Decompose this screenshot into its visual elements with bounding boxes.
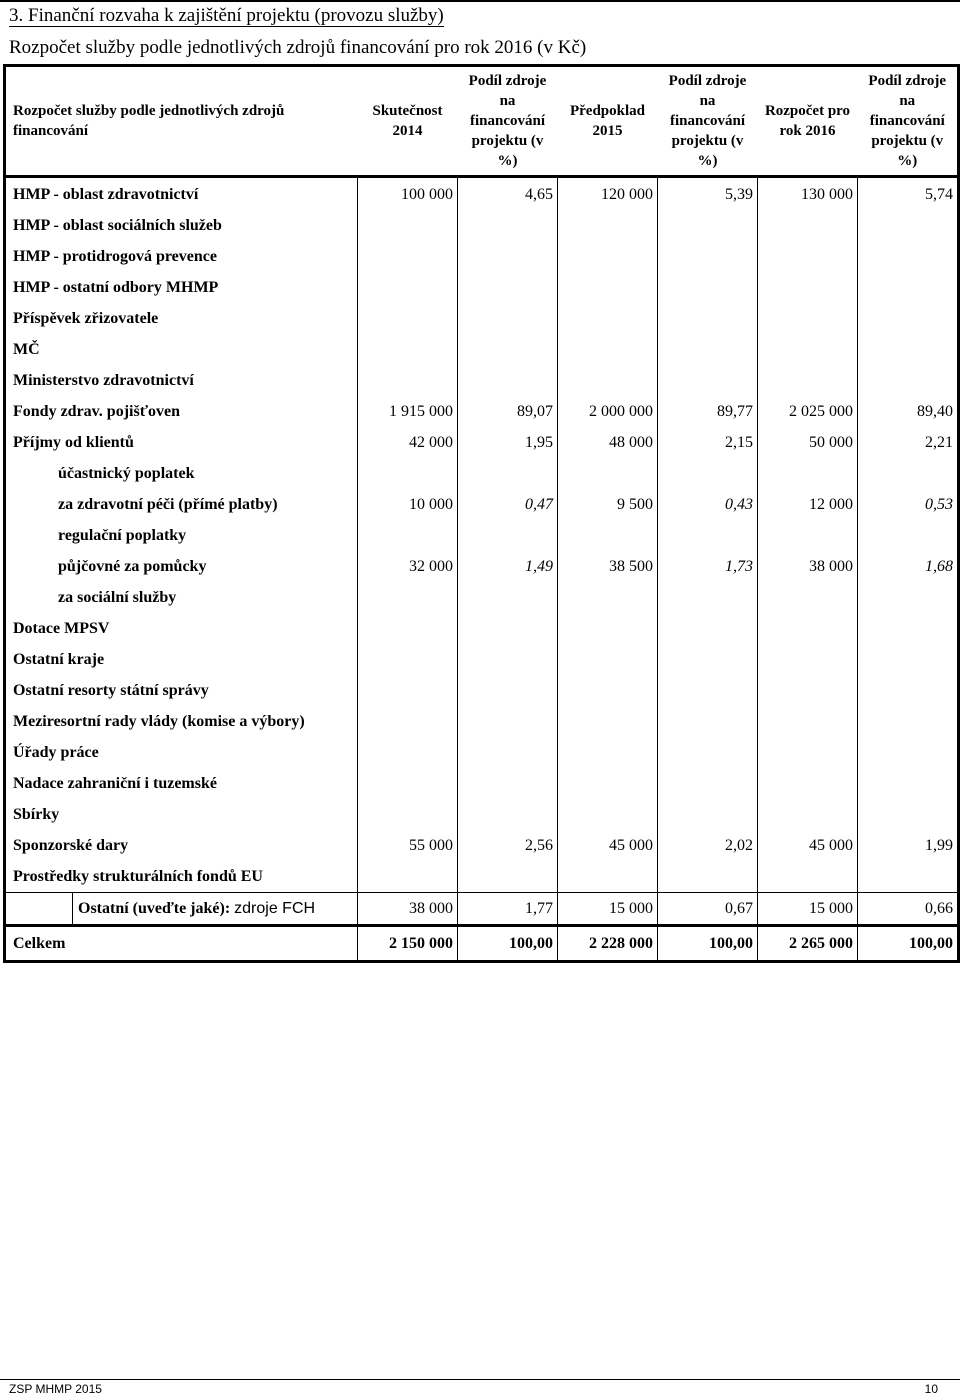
cell-value bbox=[758, 520, 858, 551]
cell-value bbox=[858, 241, 959, 272]
cell-value bbox=[558, 582, 658, 613]
table-row bbox=[5, 799, 959, 830]
cell-value: 89,40 bbox=[858, 396, 959, 427]
row-label: Sbírky bbox=[13, 806, 60, 823]
row-label: Dotace MPSV bbox=[13, 620, 110, 637]
cell-value bbox=[458, 644, 558, 675]
header-share-2014: Podíl zdroje na financování projektu (v %) bbox=[458, 66, 558, 177]
table-row bbox=[5, 737, 959, 768]
table-row bbox=[5, 706, 959, 737]
cell-value: 120 000 bbox=[558, 177, 658, 211]
cell-value bbox=[358, 675, 458, 706]
cell-value bbox=[758, 737, 858, 768]
cell-value: 2 150 000 bbox=[358, 926, 458, 962]
cell-value: 89,07 bbox=[458, 396, 558, 427]
cell-value: 2 228 000 bbox=[558, 926, 658, 962]
row-label: za sociální služby bbox=[58, 589, 177, 606]
cell-value bbox=[358, 644, 458, 675]
cell-value bbox=[358, 334, 458, 365]
header-label: Rozpočet služby podle jednotlivých zdrojů financování bbox=[5, 66, 358, 177]
header-forecast-2015: Předpoklad 2015 bbox=[558, 66, 658, 177]
cell-value bbox=[758, 272, 858, 303]
cell-value: 50 000 bbox=[758, 427, 858, 458]
cell-value: 2,21 bbox=[858, 427, 959, 458]
table-row bbox=[5, 303, 959, 334]
cell-value: 55 000 bbox=[358, 830, 458, 861]
table-row bbox=[5, 830, 959, 861]
cell-value bbox=[658, 334, 758, 365]
cell-value bbox=[558, 334, 658, 365]
table-row bbox=[5, 458, 959, 489]
header-budget-2016: Rozpočet pro rok 2016 bbox=[758, 66, 858, 177]
cell-value: 5,39 bbox=[658, 177, 758, 211]
cell-value bbox=[358, 365, 458, 396]
table-row bbox=[5, 861, 959, 893]
header-row bbox=[5, 66, 959, 177]
table-row bbox=[5, 551, 959, 582]
cell-value bbox=[558, 210, 658, 241]
table-row bbox=[5, 675, 959, 706]
cell-value bbox=[358, 706, 458, 737]
cell-value: 0,47 bbox=[458, 489, 558, 520]
cell-value: 100,00 bbox=[858, 926, 959, 962]
section-title: 3. Finanční rozvaha k zajištění projektu (provozu služby) bbox=[9, 5, 444, 26]
cell-value bbox=[758, 675, 858, 706]
cell-value: 10 000 bbox=[358, 489, 458, 520]
cell-value bbox=[458, 706, 558, 737]
row-label: Příjmy od klientů bbox=[13, 434, 134, 451]
cell-value: 100,00 bbox=[658, 926, 758, 962]
cell-value bbox=[658, 644, 758, 675]
table-row bbox=[5, 489, 959, 520]
cell-value bbox=[458, 210, 558, 241]
cell-value bbox=[358, 799, 458, 830]
row-label: MČ bbox=[13, 341, 40, 358]
cell-value bbox=[758, 334, 858, 365]
cell-value bbox=[558, 861, 658, 893]
cell-value bbox=[658, 303, 758, 334]
cell-value bbox=[658, 520, 758, 551]
cell-value bbox=[658, 458, 758, 489]
row-label: HMP - protidrogová prevence bbox=[13, 248, 217, 265]
table-row bbox=[5, 582, 959, 613]
cell-value bbox=[458, 768, 558, 799]
cell-value: 0,53 bbox=[858, 489, 959, 520]
cell-value: 130 000 bbox=[758, 177, 858, 211]
row-label: Nadace zahraniční i tuzemské bbox=[13, 775, 217, 792]
cell-value: 5,74 bbox=[858, 177, 959, 211]
cell-value: 38 000 bbox=[358, 893, 458, 926]
cell-value bbox=[858, 334, 959, 365]
cell-value bbox=[858, 365, 959, 396]
cell-value: 100,00 bbox=[458, 926, 558, 962]
cell-value: 1 915 000 bbox=[358, 396, 458, 427]
cell-value bbox=[458, 675, 558, 706]
cell-value bbox=[358, 458, 458, 489]
cell-value bbox=[558, 737, 658, 768]
cell-value: 1,68 bbox=[858, 551, 959, 582]
cell-value bbox=[758, 303, 858, 334]
cell-value: 2,02 bbox=[658, 830, 758, 861]
top-rule bbox=[0, 0, 960, 2]
cell-value bbox=[658, 768, 758, 799]
cell-value bbox=[558, 272, 658, 303]
row-label: HMP - oblast zdravotnictví bbox=[13, 185, 199, 203]
cell-value: 45 000 bbox=[558, 830, 658, 861]
row-label: Ostatní kraje bbox=[13, 651, 105, 668]
other-indent bbox=[5, 893, 358, 926]
cell-value bbox=[458, 613, 558, 644]
row-label: Ostatní resorty státní správy bbox=[13, 682, 209, 699]
cell-value: 15 000 bbox=[758, 893, 858, 926]
cell-value: 2 265 000 bbox=[758, 926, 858, 962]
total-label: Celkem bbox=[5, 926, 358, 962]
table-row bbox=[5, 365, 959, 396]
cell-value bbox=[558, 675, 658, 706]
table-row bbox=[5, 177, 959, 211]
cell-value bbox=[758, 644, 858, 675]
cell-value bbox=[358, 520, 458, 551]
footer-rule bbox=[0, 1379, 960, 1380]
cell-value: 1,99 bbox=[858, 830, 959, 861]
cell-value: 12 000 bbox=[758, 489, 858, 520]
row-label: HMP - oblast sociálních služeb bbox=[13, 217, 222, 234]
cell-value bbox=[458, 272, 558, 303]
cell-value: 1,77 bbox=[458, 893, 558, 926]
cell-value bbox=[758, 210, 858, 241]
cell-value bbox=[758, 706, 858, 737]
cell-value bbox=[458, 365, 558, 396]
row-label: Ministerstvo zdravotnictví bbox=[13, 372, 194, 389]
cell-value bbox=[358, 861, 458, 893]
row-label: Příspěvek zřizovatele bbox=[13, 310, 159, 327]
cell-value bbox=[358, 768, 458, 799]
cell-value bbox=[558, 458, 658, 489]
cell-value bbox=[558, 768, 658, 799]
cell-value bbox=[858, 675, 959, 706]
header-share-2015: Podíl zdroje na financování projektu (v %) bbox=[658, 66, 758, 177]
cell-value bbox=[758, 582, 858, 613]
row-label: Sponzorské dary bbox=[13, 837, 129, 854]
table-row bbox=[5, 272, 959, 303]
table-row bbox=[5, 644, 959, 675]
cell-value bbox=[658, 706, 758, 737]
cell-value bbox=[358, 303, 458, 334]
cell-value bbox=[458, 799, 558, 830]
cell-value bbox=[858, 706, 959, 737]
page-number: 10 bbox=[924, 1382, 938, 1396]
cell-value bbox=[758, 241, 858, 272]
cell-value bbox=[658, 365, 758, 396]
table-subtitle: Rozpočet služby podle jednotlivých zdrojů financování pro rok 2016 (v Kč) bbox=[9, 37, 587, 58]
cell-value bbox=[858, 861, 959, 893]
cell-value: 38 000 bbox=[758, 551, 858, 582]
cell-value: 1,73 bbox=[658, 551, 758, 582]
cell-value: 2,56 bbox=[458, 830, 558, 861]
cell-value bbox=[658, 799, 758, 830]
cell-value: 2,15 bbox=[658, 427, 758, 458]
cell-value bbox=[558, 241, 658, 272]
table-row bbox=[5, 613, 959, 644]
cell-value bbox=[858, 768, 959, 799]
cell-value bbox=[358, 241, 458, 272]
cell-value bbox=[358, 737, 458, 768]
cell-value bbox=[658, 272, 758, 303]
cell-value bbox=[358, 613, 458, 644]
table-row bbox=[5, 334, 959, 365]
cell-value bbox=[858, 644, 959, 675]
cell-value: 1,95 bbox=[458, 427, 558, 458]
cell-value bbox=[458, 737, 558, 768]
cell-value bbox=[758, 613, 858, 644]
other-sources-row bbox=[5, 893, 959, 926]
cell-value: 42 000 bbox=[358, 427, 458, 458]
header-actual-2014: Skutečnost 2014 bbox=[358, 66, 458, 177]
cell-value bbox=[858, 272, 959, 303]
cell-value: 48 000 bbox=[558, 427, 658, 458]
cell-value: 32 000 bbox=[358, 551, 458, 582]
row-label: Prostředky strukturálních fondů EU bbox=[13, 868, 263, 885]
cell-value bbox=[558, 613, 658, 644]
cell-value: 0,66 bbox=[858, 893, 959, 926]
row-label: účastnický poplatek bbox=[58, 465, 195, 482]
cell-value bbox=[858, 737, 959, 768]
cell-value bbox=[858, 458, 959, 489]
other-sources-label: Ostatní (uveďte jaké): zdroje FCH bbox=[72, 893, 357, 924]
cell-value bbox=[758, 458, 858, 489]
cell-value: 100 000 bbox=[358, 177, 458, 211]
table-row bbox=[5, 768, 959, 799]
cell-value bbox=[758, 861, 858, 893]
cell-value bbox=[458, 458, 558, 489]
cell-value bbox=[558, 706, 658, 737]
cell-value bbox=[758, 365, 858, 396]
cell-value bbox=[758, 799, 858, 830]
cell-value bbox=[658, 613, 758, 644]
cell-value bbox=[358, 272, 458, 303]
cell-value: 0,43 bbox=[658, 489, 758, 520]
row-label: Meziresortní rady vlády (komise a výbory) bbox=[13, 713, 305, 730]
cell-value: 9 500 bbox=[558, 489, 658, 520]
cell-value bbox=[858, 799, 959, 830]
cell-value bbox=[558, 644, 658, 675]
row-label: Fondy zdrav. pojišťoven bbox=[13, 403, 181, 420]
cell-value bbox=[858, 210, 959, 241]
cell-value bbox=[558, 799, 658, 830]
cell-value: 38 500 bbox=[558, 551, 658, 582]
cell-value bbox=[358, 582, 458, 613]
cell-value: 2 025 000 bbox=[758, 396, 858, 427]
cell-value bbox=[658, 582, 758, 613]
row-label: půjčovné za pomůcky bbox=[58, 558, 207, 575]
cell-value: 2 000 000 bbox=[558, 396, 658, 427]
cell-value bbox=[458, 861, 558, 893]
footer-text: ZSP MHMP 2015 bbox=[9, 1382, 102, 1396]
cell-value bbox=[658, 675, 758, 706]
cell-value bbox=[458, 582, 558, 613]
cell-value bbox=[858, 520, 959, 551]
table-row bbox=[5, 210, 959, 241]
cell-value bbox=[358, 210, 458, 241]
row-label: za zdravotní péči (přímé platby) bbox=[58, 496, 278, 513]
cell-value: 45 000 bbox=[758, 830, 858, 861]
cell-value bbox=[558, 303, 658, 334]
row-label: Úřady práce bbox=[13, 744, 99, 761]
total-row bbox=[5, 926, 959, 962]
cell-value bbox=[658, 210, 758, 241]
table-row bbox=[5, 396, 959, 427]
table-row bbox=[5, 241, 959, 272]
cell-value bbox=[458, 303, 558, 334]
cell-value: 0,67 bbox=[658, 893, 758, 926]
cell-value bbox=[758, 768, 858, 799]
cell-value bbox=[858, 303, 959, 334]
cell-value bbox=[558, 365, 658, 396]
cell-value bbox=[558, 520, 658, 551]
cell-value bbox=[858, 613, 959, 644]
cell-value bbox=[458, 241, 558, 272]
row-label: HMP - ostatní odbory MHMP bbox=[13, 279, 219, 296]
table-row bbox=[5, 520, 959, 551]
cell-value: 15 000 bbox=[558, 893, 658, 926]
cell-value: 89,77 bbox=[658, 396, 758, 427]
cell-value: 4,65 bbox=[458, 177, 558, 211]
row-label: regulační poplatky bbox=[58, 527, 187, 544]
cell-value bbox=[658, 241, 758, 272]
header-share-2016: Podíl zdroje na financování projektu (v %) bbox=[858, 66, 959, 177]
budget-table bbox=[3, 64, 960, 963]
cell-value bbox=[458, 520, 558, 551]
table-row bbox=[5, 427, 959, 458]
cell-value bbox=[658, 861, 758, 893]
cell-value: 1,49 bbox=[458, 551, 558, 582]
cell-value bbox=[658, 737, 758, 768]
cell-value bbox=[458, 334, 558, 365]
cell-value bbox=[858, 582, 959, 613]
